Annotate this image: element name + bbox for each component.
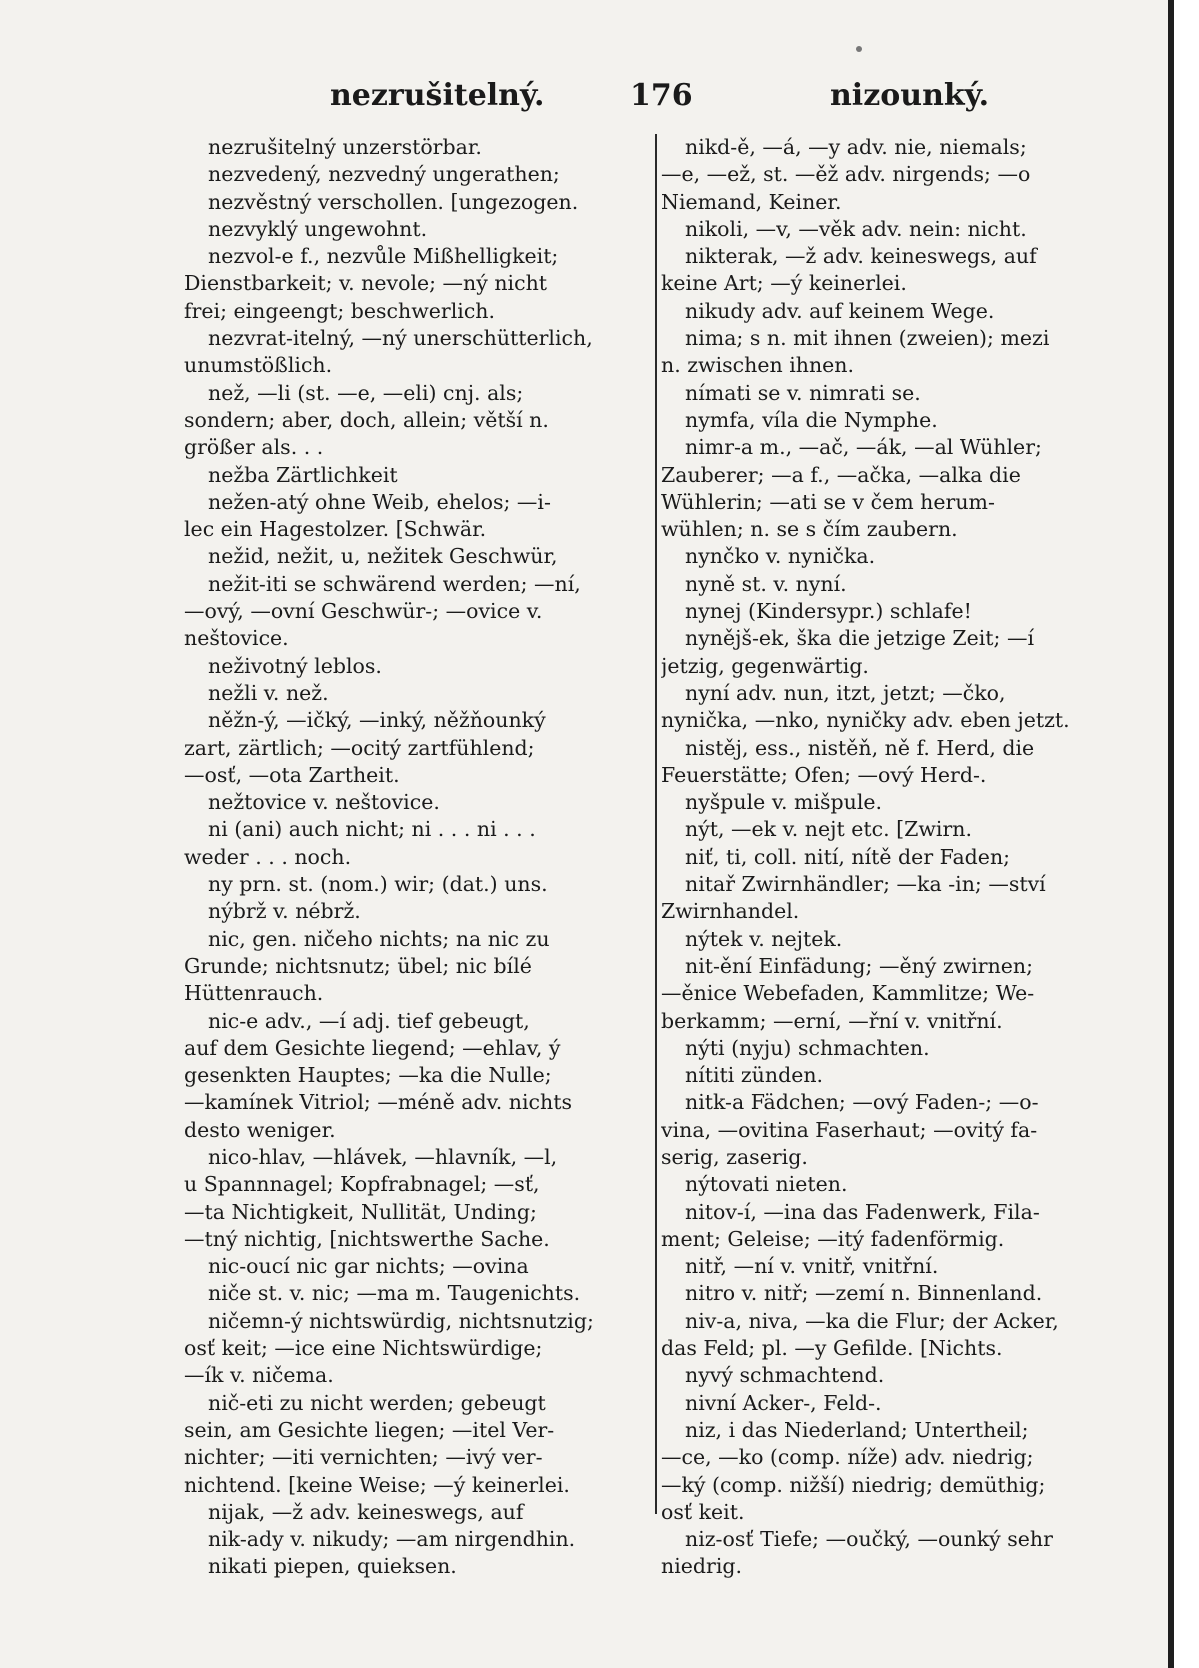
right-entry-line: nymfa, víla die Nymphe.: [685, 407, 938, 432]
left-entry-line: nežtovice v. neštovice.: [208, 790, 440, 815]
right-entry-line: niz, i das Niederland; Untertheil;: [685, 1417, 1029, 1442]
left-entry-line: —ta Nichtigkeit, Nullität, Unding;: [184, 1199, 537, 1224]
right-entry-line: Zwirnhandel.: [661, 899, 800, 924]
left-entry-line: nežen-atý ohne Weib, ehelos; —i-: [208, 489, 551, 514]
left-entry-line: nežit-iti se schwärend werden; —ní,: [208, 571, 581, 596]
left-entry-line: nic-oucí nic gar nichts; —ovina: [208, 1254, 529, 1279]
right-entry-line: nikd-ě, —á, —y adv. nie, niemals;: [685, 135, 1027, 159]
left-entry-line: zart, zärtlich; —ocitý zartfühlend;: [184, 735, 535, 760]
left-entry-line: nýbrž v. nébrž.: [208, 899, 361, 924]
right-entry-line: nitk-a Fädchen; —ový Faden-; —o-: [685, 1090, 1039, 1115]
right-entry-line: nitro v. nitř; —zemí n. Binnenland.: [685, 1281, 1043, 1306]
left-entry-line: sondern; aber, doch, allein; větší n.: [184, 407, 549, 432]
column-divider: [655, 134, 657, 1514]
left-entry-line: ni (ani) auch nicht; ni . . . ni . . .: [208, 817, 536, 842]
left-entry-line: ny prn. st. (nom.) wir; (dat.) uns.: [208, 872, 548, 897]
left-entry-line: Hüttenrauch.: [184, 981, 324, 1006]
left-entry-line: něžn-ý, —ičký, —inký, něžňounký: [208, 708, 546, 733]
left-entry-line: nezvrat-itelný, —ný unerschütterlich,: [208, 326, 593, 351]
left-entry-line: nežli v. než.: [208, 680, 329, 705]
right-entry-line: —e, —ež, st. —ěž adv. nirgends; —o: [661, 162, 1031, 187]
page-header: [330, 78, 990, 118]
left-entry-line: Dienstbarkeit; v. nevole; —ný nicht: [184, 271, 548, 296]
left-entry-line: nič-eti zu nicht werden; gebeugt: [208, 1390, 546, 1415]
left-entry-line: nikati piepen, quieksen.: [208, 1554, 457, 1579]
right-entry-line: —ký (comp. nižší) niedrig; demüthig;: [661, 1472, 1046, 1497]
left-entry-line: nezvol-e f., nezvůle Mißhelligkeit;: [208, 244, 559, 269]
right-entry-line: nyvý schmachtend.: [685, 1363, 885, 1388]
left-entry-line: größer als. . .: [184, 435, 324, 460]
right-entry-line: keine Art; —ý keinerlei.: [661, 271, 907, 296]
right-entry-line: Zauberer; —a f., —ačka, —alka die: [661, 462, 1021, 487]
right-entry-line: —ce, —ko (comp. níže) adv. niedrig;: [661, 1445, 1034, 1470]
right-entry-line: nýt, —ek v. nejt etc. [Zwirn.: [685, 817, 972, 842]
page-number: 176: [630, 78, 693, 113]
right-entry-line: nynějš-ek, ška die jetzige Zeit; —í: [685, 626, 1035, 651]
right-entry-line: vina, —ovitina Faserhaut; —ovitý fa-: [661, 1117, 1038, 1142]
right-entry-line: nima; s n. mit ihnen (zweien); mezi: [685, 326, 1050, 351]
right-guide-word: nizounký.: [830, 78, 990, 113]
right-entry-line: —ěnice Webefaden, Kammlitze; We-: [661, 981, 1035, 1006]
left-entry-line: nico-hlav, —hlávek, —hlavník, —l,: [208, 1144, 558, 1169]
left-column: [184, 134, 644, 1581]
right-entry-line: nynička, —nko, nyničky adv. eben jetzt.: [661, 708, 1070, 733]
left-entry-line: —ík v. ničema.: [184, 1363, 334, 1388]
right-entry-line: nimr-a m., —ač, —ák, —al Wühler;: [685, 435, 1042, 460]
right-entry-line: nyně st. v. nyní.: [685, 571, 847, 596]
left-entry-line: neživotný leblos.: [208, 653, 382, 678]
right-entry-line: nýtovati nieten.: [685, 1172, 848, 1197]
right-entry-line: nímati se v. nimrati se.: [685, 380, 921, 405]
left-entry-line: niče st. v. nic; —ma m. Taugenichts.: [208, 1281, 581, 1306]
right-entry-line: jetzig, gegenwärtig.: [661, 653, 869, 678]
right-entry-line: niť, ti, coll. nití, nítě der Faden;: [685, 844, 1011, 869]
left-entry-line: neštovice.: [184, 626, 289, 651]
left-entry-line: nijak, —ž adv. keineswegs, auf: [208, 1499, 524, 1524]
right-entry-line: nikudy adv. auf keinem Wege.: [685, 298, 995, 323]
left-entry-line: sein, am Gesichte liegen; —itel Ver-: [184, 1417, 555, 1442]
right-entry-line: niv-a, niva, —ka die Flur; der Acker,: [685, 1308, 1059, 1333]
right-column: [661, 134, 1135, 1581]
left-entry-line: desto weniger.: [184, 1117, 336, 1142]
right-entry-line: nyní adv. nun, itzt, jetzt; —čko,: [685, 680, 1006, 705]
right-entry-line: nyšpule v. mišpule.: [685, 790, 883, 815]
left-entry-line: —kamínek Vitriol; —méně adv. nichts: [184, 1090, 572, 1115]
left-entry-line: u Spannnagel; Kopfrabnagel; —sť,: [184, 1172, 540, 1197]
left-entry-line: —osť, —ota Zartheit.: [184, 762, 400, 787]
right-entry-line: berkamm; —erní, —řní v. vnitřní.: [661, 1008, 1003, 1033]
ink-speck: [856, 46, 862, 52]
left-entry-line: Grunde; nichtsnutz; übel; nic bílé: [184, 953, 532, 978]
left-entry-line: lec ein Hagestolzer. [Schwär.: [184, 517, 487, 542]
right-entry-line: nitov-í, —ina das Fadenwerk, Fila-: [685, 1199, 1040, 1224]
left-entry-line: nezvedený, nezvedný ungerathen;: [208, 162, 560, 187]
left-entry-line: auf dem Gesichte liegend; —ehlav, ý: [184, 1035, 561, 1060]
right-entry-line: serig, zaserig.: [661, 1144, 808, 1169]
right-entry-line: ment; Geleise; —itý fadenförmig.: [661, 1226, 1005, 1251]
right-entry-line: nikoli, —v, —věk adv. nein: nicht.: [685, 216, 1027, 241]
left-entry-line: než, —li (st. —e, —eli) cnj. als;: [208, 380, 524, 405]
left-entry-line: nic-e adv., —í adj. tief gebeugt,: [208, 1008, 530, 1033]
left-entry-line: —tný nichtig, [nichtswerthe Sache.: [184, 1226, 550, 1251]
right-entry-line: nitř, —ní v. vnitř, vnitřní.: [685, 1254, 939, 1279]
right-entry-line: n. zwischen ihnen.: [661, 353, 855, 378]
right-entry-line: nitař Zwirnhändler; —ka -in; —ství: [685, 872, 1046, 897]
right-entry-line: nivní Acker-, Feld-.: [685, 1390, 882, 1415]
left-entry-line: frei; eingeengt; beschwerlich.: [184, 298, 496, 323]
left-entry-line: nezvyklý ungewohnt.: [208, 216, 428, 241]
right-entry-line: Wühlerin; —ati se v čem herum-: [661, 489, 995, 514]
right-entry-line: niedrig.: [661, 1554, 743, 1579]
right-entry-line: niz-osť Tiefe; —oučký, —ounký sehr: [685, 1527, 1053, 1552]
left-entry-line: ničemn-ý nichtswürdig, nichtsnutzig;: [208, 1308, 594, 1333]
left-entry-line: nezrušitelný unzerstörbar.: [208, 135, 482, 159]
left-entry-line: nic, gen. ničeho nichts; na nic zu: [208, 926, 550, 951]
left-entry-line: nik-ady v. nikudy; —am nirgendhin.: [208, 1527, 576, 1552]
left-entry-line: nichtend. [keine Weise; —ý keinerlei.: [184, 1472, 570, 1497]
left-guide-word: nezrušitelný.: [330, 78, 545, 113]
right-entry-line: nistěj, ess., nistěň, ně f. Herd, die: [685, 735, 1035, 760]
right-entry-line: nýti (nyju) schmachten.: [685, 1035, 930, 1060]
right-entry-line: nit-ění Einfädung; —ěný zwirnen;: [685, 953, 1034, 978]
page-edge: [1168, 0, 1199, 1668]
left-entry-line: —ový, —ovní Geschwür-; —ovice v.: [184, 599, 543, 624]
right-entry-line: nynej (Kindersypr.) schlafe!: [685, 599, 972, 624]
left-entry-line: osť keit; —ice eine Nichtswürdige;: [184, 1336, 543, 1361]
right-entry-line: nýtek v. nejtek.: [685, 926, 843, 951]
right-entry-line: das Feld; pl. —y Gefilde. [Nichts.: [661, 1336, 1003, 1361]
left-entry-line: nichter; —iti vernichten; —ivý ver-: [184, 1445, 543, 1470]
right-entry-line: Niemand, Keiner.: [661, 189, 842, 214]
right-entry-line: nikterak, —ž adv. keineswegs, auf: [685, 244, 1037, 269]
right-entry-line: nítiti zünden.: [685, 1063, 824, 1088]
left-entry-line: nežba Zärtlichkeit: [208, 462, 398, 487]
left-entry-line: nežid, nežit, u, nežitek Geschwür,: [208, 544, 558, 569]
left-entry-line: weder . . . noch.: [184, 844, 352, 869]
left-entry-line: gesenkten Hauptes; —ka die Nulle;: [184, 1063, 552, 1088]
right-entry-line: wühlen; n. se s čím zaubern.: [661, 517, 958, 542]
right-entry-line: osť keit.: [661, 1499, 745, 1524]
left-entry-line: unumstößlich.: [184, 353, 333, 378]
left-entry-line: nezvěstný verschollen. [ungezogen.: [208, 189, 579, 214]
right-entry-line: nynčko v. nynička.: [685, 544, 876, 569]
right-entry-line: Feuerstätte; Ofen; —ový Herd-.: [661, 762, 987, 787]
